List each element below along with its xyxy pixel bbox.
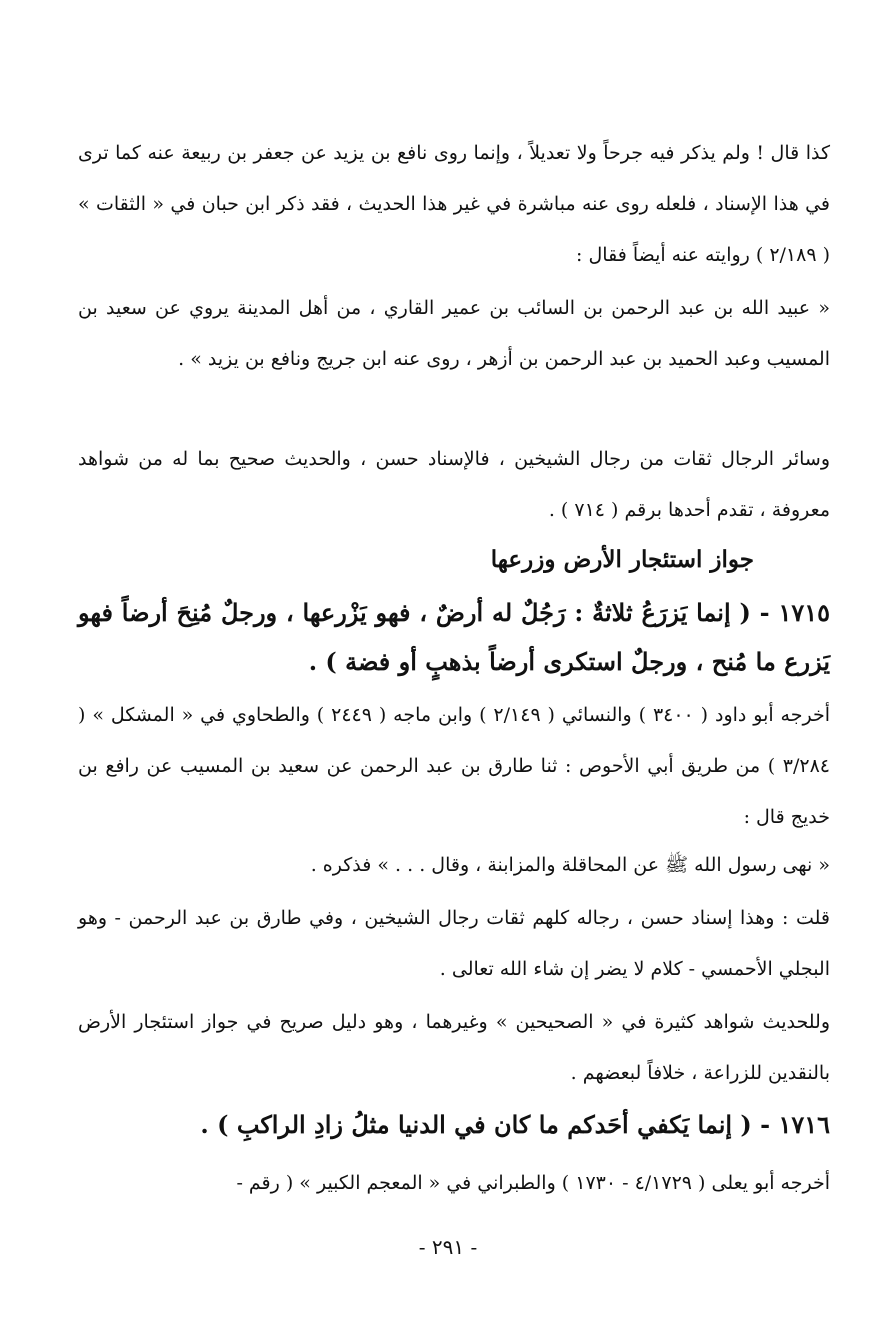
- paragraph-takhrij-1716: أخرجه أبو يعلى ( ٤/١٧٢٩ - ١٧٣٠ ) والطبراني في « المعجم الكبير » ( رقم -: [236, 1172, 830, 1194]
- hadith-1716-text: ١٧١٦ - ( إنما يَكفي أحَدكم ما كان في الدنيا مثلُ زادِ الراكبِ ) .: [200, 1110, 830, 1139]
- paragraph-ibn-hibban: كذا قال ! ولم يذكر فيه جرحاً ولا تعديلاً ، وإنما روى نافع بن يزيد عن جعفر بن ربيعة عنه كما ترى في هذا الإسناد ، فلعله روى عنه مباشرة في غير هذا الحديث ، فقد ذكر ابن حبان في « الثقات » ( ٢/١٨٩ ) روايته عنه أيضاً فقال :: [78, 142, 830, 266]
- paragraph-shawahid: وللحديث شواهد كثيرة في « الصحيحين » وغيرهما ، وهو دليل صريح في جواز استئجار الأرض بالنقدين للزراعة ، خلافاً لبعضهم .: [78, 1011, 830, 1084]
- section-heading: جواز استئجار الأرض وزرعها: [490, 546, 754, 573]
- paragraph-nahy-quote: « نهى رسول الله ﷺ عن المحاقلة والمزابنة ، وقال . . . » فذكره .: [310, 854, 830, 876]
- paragraph-qultu: قلت : وهذا إسناد حسن ، رجاله كلهم ثقات رجال الشيخين ، وفي طارق بن عبد الرحمن - وهو البجلي الأحمسي - كلام لا يضر إن شاء الله تعالى .: [78, 907, 830, 980]
- paragraph-quote-ubaydullah: « عبيد الله بن عبد الرحمن بن السائب بن عمير القاري ، من أهل المدينة يروي عن سعيد بن المسيب وعبد الحميد بن عبد الرحمن بن أزهر ، روى عنه ابن جريج ونافع بن يزيد » .: [78, 297, 830, 370]
- page-number: - ٢٩١ -: [418, 1235, 478, 1259]
- hadith-1715-text: ١٧١٥ - ( إنما يَزرَعُ ثلاثةٌ : رَجُلٌ له أرضٌ ، فهو يَزْرعها ، ورجلٌ مُنِحَ أرضاً فهو يَزرع ما مُنح ، ورجلٌ استكرى أرضاً بذهبٍ أو فضة ) .: [78, 598, 831, 676]
- paragraph-isnad-ruling: وسائر الرجال ثقات من رجال الشيخين ، فالإسناد حسن ، والحديث صحيح بما له من شواهد معروفة ، تقدم أحدها برقم ( ٧١٤ ) .: [78, 448, 830, 521]
- paragraph-takhrij-1715: أخرجه أبو داود ( ٣٤٠٠ ) والنسائي ( ٢/١٤٩ ) وابن ماجه ( ٢٤٤٩ ) والطحاوي في « المشكل » ( ٣/٢٨٤ ) من طريق أبي الأحوص : ثنا طارق بن عبد الرحمن عن سعيد بن المسيب عن رافع بن خديج قال :: [78, 704, 830, 828]
